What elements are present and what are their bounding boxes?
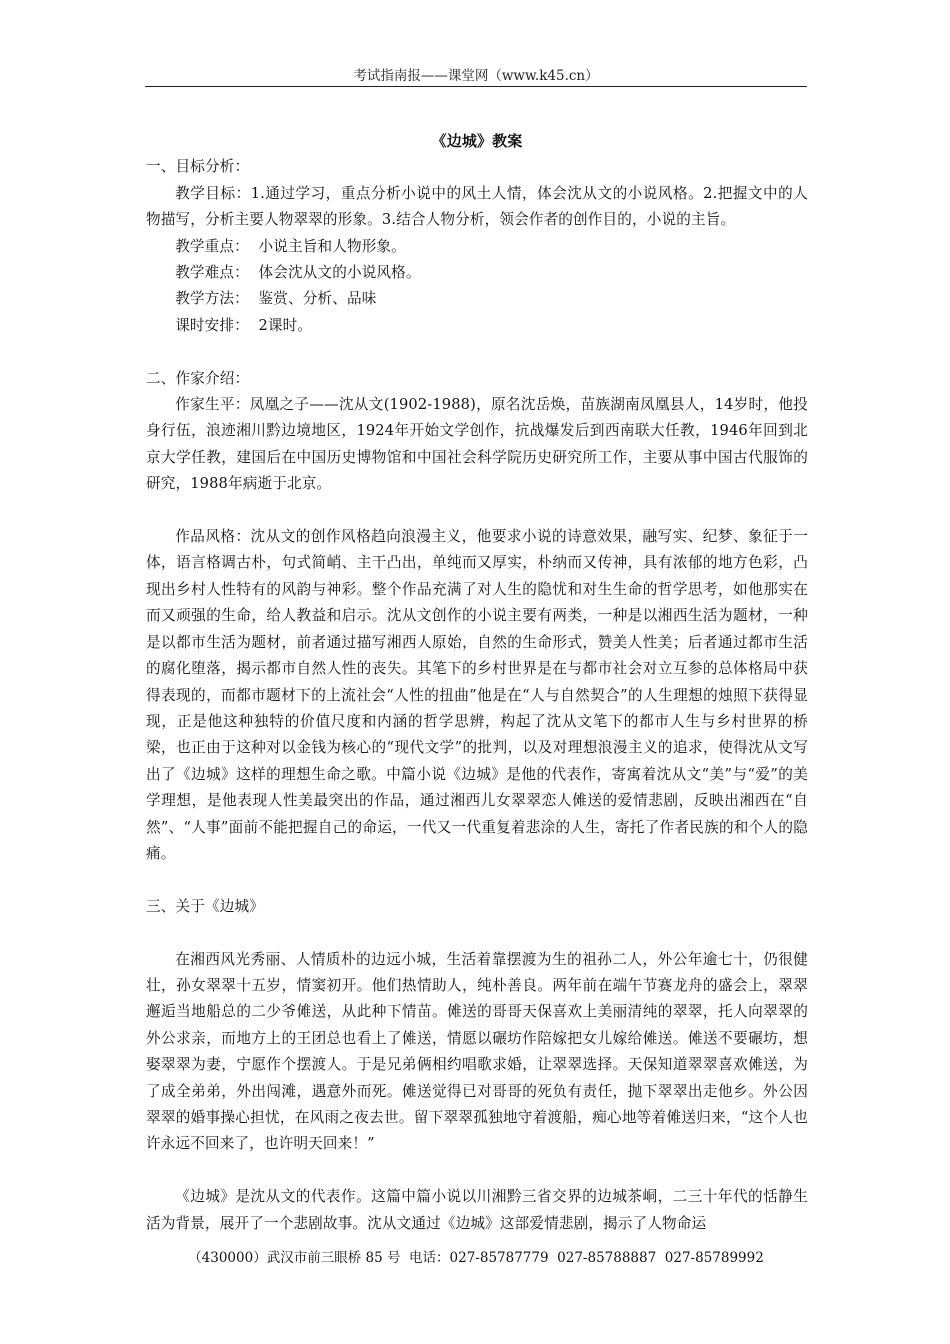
section-heading-about-biancheng: 三、关于《边城》 bbox=[146, 897, 264, 915]
author-life: 作家生平：凤凰之子——沈从文(1902-1988)，原名沈岳焕，苗族湖南凤凰县人，14岁时，他投身行伍，浪迹湘川黔边境地区，1924年开始文学创作，抗战爆发后到西南联大任教，1946年回到北京大学任教，建国后在中国历史博物馆和中国社会科学院历史研究所工作，主要从事中国古代服饰的研究，1988年病逝于北京。 bbox=[146, 396, 808, 493]
page-footer: （430000）武汉市前三眼桥 85 号 电话：027-85787779 027-85788887 027-85789992 bbox=[188, 1250, 764, 1266]
spacer bbox=[146, 920, 808, 946]
work-introduction: 《边城》是沈从文的代表作。这篇中篇小说以川湘黔三省交界的边城茶峒，二三十年代的恬静生活为背景，展开了一个悲剧故事。沈从文通过《边城》这部爱情悲剧，揭示了人物命运 bbox=[146, 1188, 808, 1232]
spacer bbox=[146, 339, 808, 365]
page-header: 考试指南报——课堂网（www.k45.cn） bbox=[353, 68, 599, 84]
section-heading-objectives: 一、目标分析： bbox=[146, 158, 250, 176]
header-rule bbox=[145, 86, 807, 87]
spacer bbox=[146, 498, 808, 524]
lesson-hours: 课时安排： 2课时。 bbox=[175, 316, 313, 334]
teaching-focus: 教学重点： 小说主旨和人物形象。 bbox=[175, 237, 406, 255]
section-heading-author: 二、作家介绍： bbox=[146, 369, 250, 387]
document-body bbox=[146, 128, 808, 1237]
story-summary: 在湘西风光秀丽、人情质朴的边远小城，生活着靠摆渡为生的祖孙二人，外公年逾七十，仍很健壮，孙女翠翠十五岁，情窦初开。他们热情助人，纯朴善良。两年前在端午节赛龙舟的盛会上，翠翠邂逅当地船总的二少爷傩送，从此种下情苗。傩送的哥哥天保喜欢上美丽清纯的翠翠，托人向翠翠的外公求亲，而地方上的王团总也看上了傩送，情愿以碾坊作陪嫁把女儿嫁给傩送。傩送不要碾坊，想娶翠翠为妻，宁愿作个摆渡人。于是兄弟俩相约唱歌求婚，让翠翠选择。天保知道翠翠喜欢傩送，为了成全弟弟，外出闯滩，遇意外而死。傩送觉得已对哥哥的死负有责任，抛下翠翠出走他乡。外公因翠翠的婚事操心担忧，在风雨之夜去世。留下翠翠孤独地守着渡船，痴心地等着傩送归来，“这个人也许永远不回来了，也许明天回来！” bbox=[146, 950, 808, 1153]
teaching-goals: 教学目标：1.通过学习，重点分析小说中的风土人情，体会沈从文的小说风格。2.把握文中的人物描写，分析主要人物翠翠的形象。3.结合人物分析，领会作者的创作目的，小说的主旨。 bbox=[146, 184, 808, 229]
author-style: 作品风格：沈从文的创作风格趋向浪漫主义，他要求小说的诗意效果，融写实、纪梦、象征于一体，语言格调古朴，句式简峭、主干凸出，单纯而又厚实，朴纳而又传神，具有浓郁的地方色彩，凸现出乡村人性特有的风韵与神彩。整个作品充满了对人生的隐忧和对生生命的哲学思考，如他那实在而又顽强的生命，给人教益和启示。沈从文创作的小说主要有两类，一种是以湘西生活为题材，一种是以都市生活为题材，前者通过描写湘西人原始，自然的生命形式，赞美人性美；后者通过都市生活的腐化堕落，揭示都市自然人性的丧失。其笔下的乡村世界是在与都市社会对立互参的总体格局中获得表现的，而都市题材下的上流社会“人性的扭曲”他是在“人与自然契合”的人生理想的烛照下获得显现，正是他这种独特的价值尺度和内涵的哲学思辨，构起了沈从文笔下的都市人生与乡村世界的桥梁，也正由于这种对以金钱为核心的“现代文学”的批判，以及对理想浪漫主义的追求，使得沈从文写出了《边城》这样的理想生命之歌。中篇小说《边城》是他的代表作，寄寓着沈从文“美”与“爱”的美学理想，是他表现人性美最突出的作品，通过湘西儿女翠翠恋人傩送的爱情悲剧，反映出湘西在“自然”、“人事”面前不能把握自己的命运，一代又一代重复着悲涂的人生，寄托了作者民族的和个人的隐痛。 bbox=[146, 528, 808, 862]
document-title: 《边城》教案 bbox=[431, 132, 523, 150]
teaching-difficulty: 教学难点： 体会沈从文的小说风格。 bbox=[175, 264, 421, 282]
teaching-method: 教学方法： 鉴赏、分析、品味 bbox=[175, 290, 377, 308]
spacer bbox=[146, 1158, 808, 1184]
spacer bbox=[146, 867, 808, 893]
